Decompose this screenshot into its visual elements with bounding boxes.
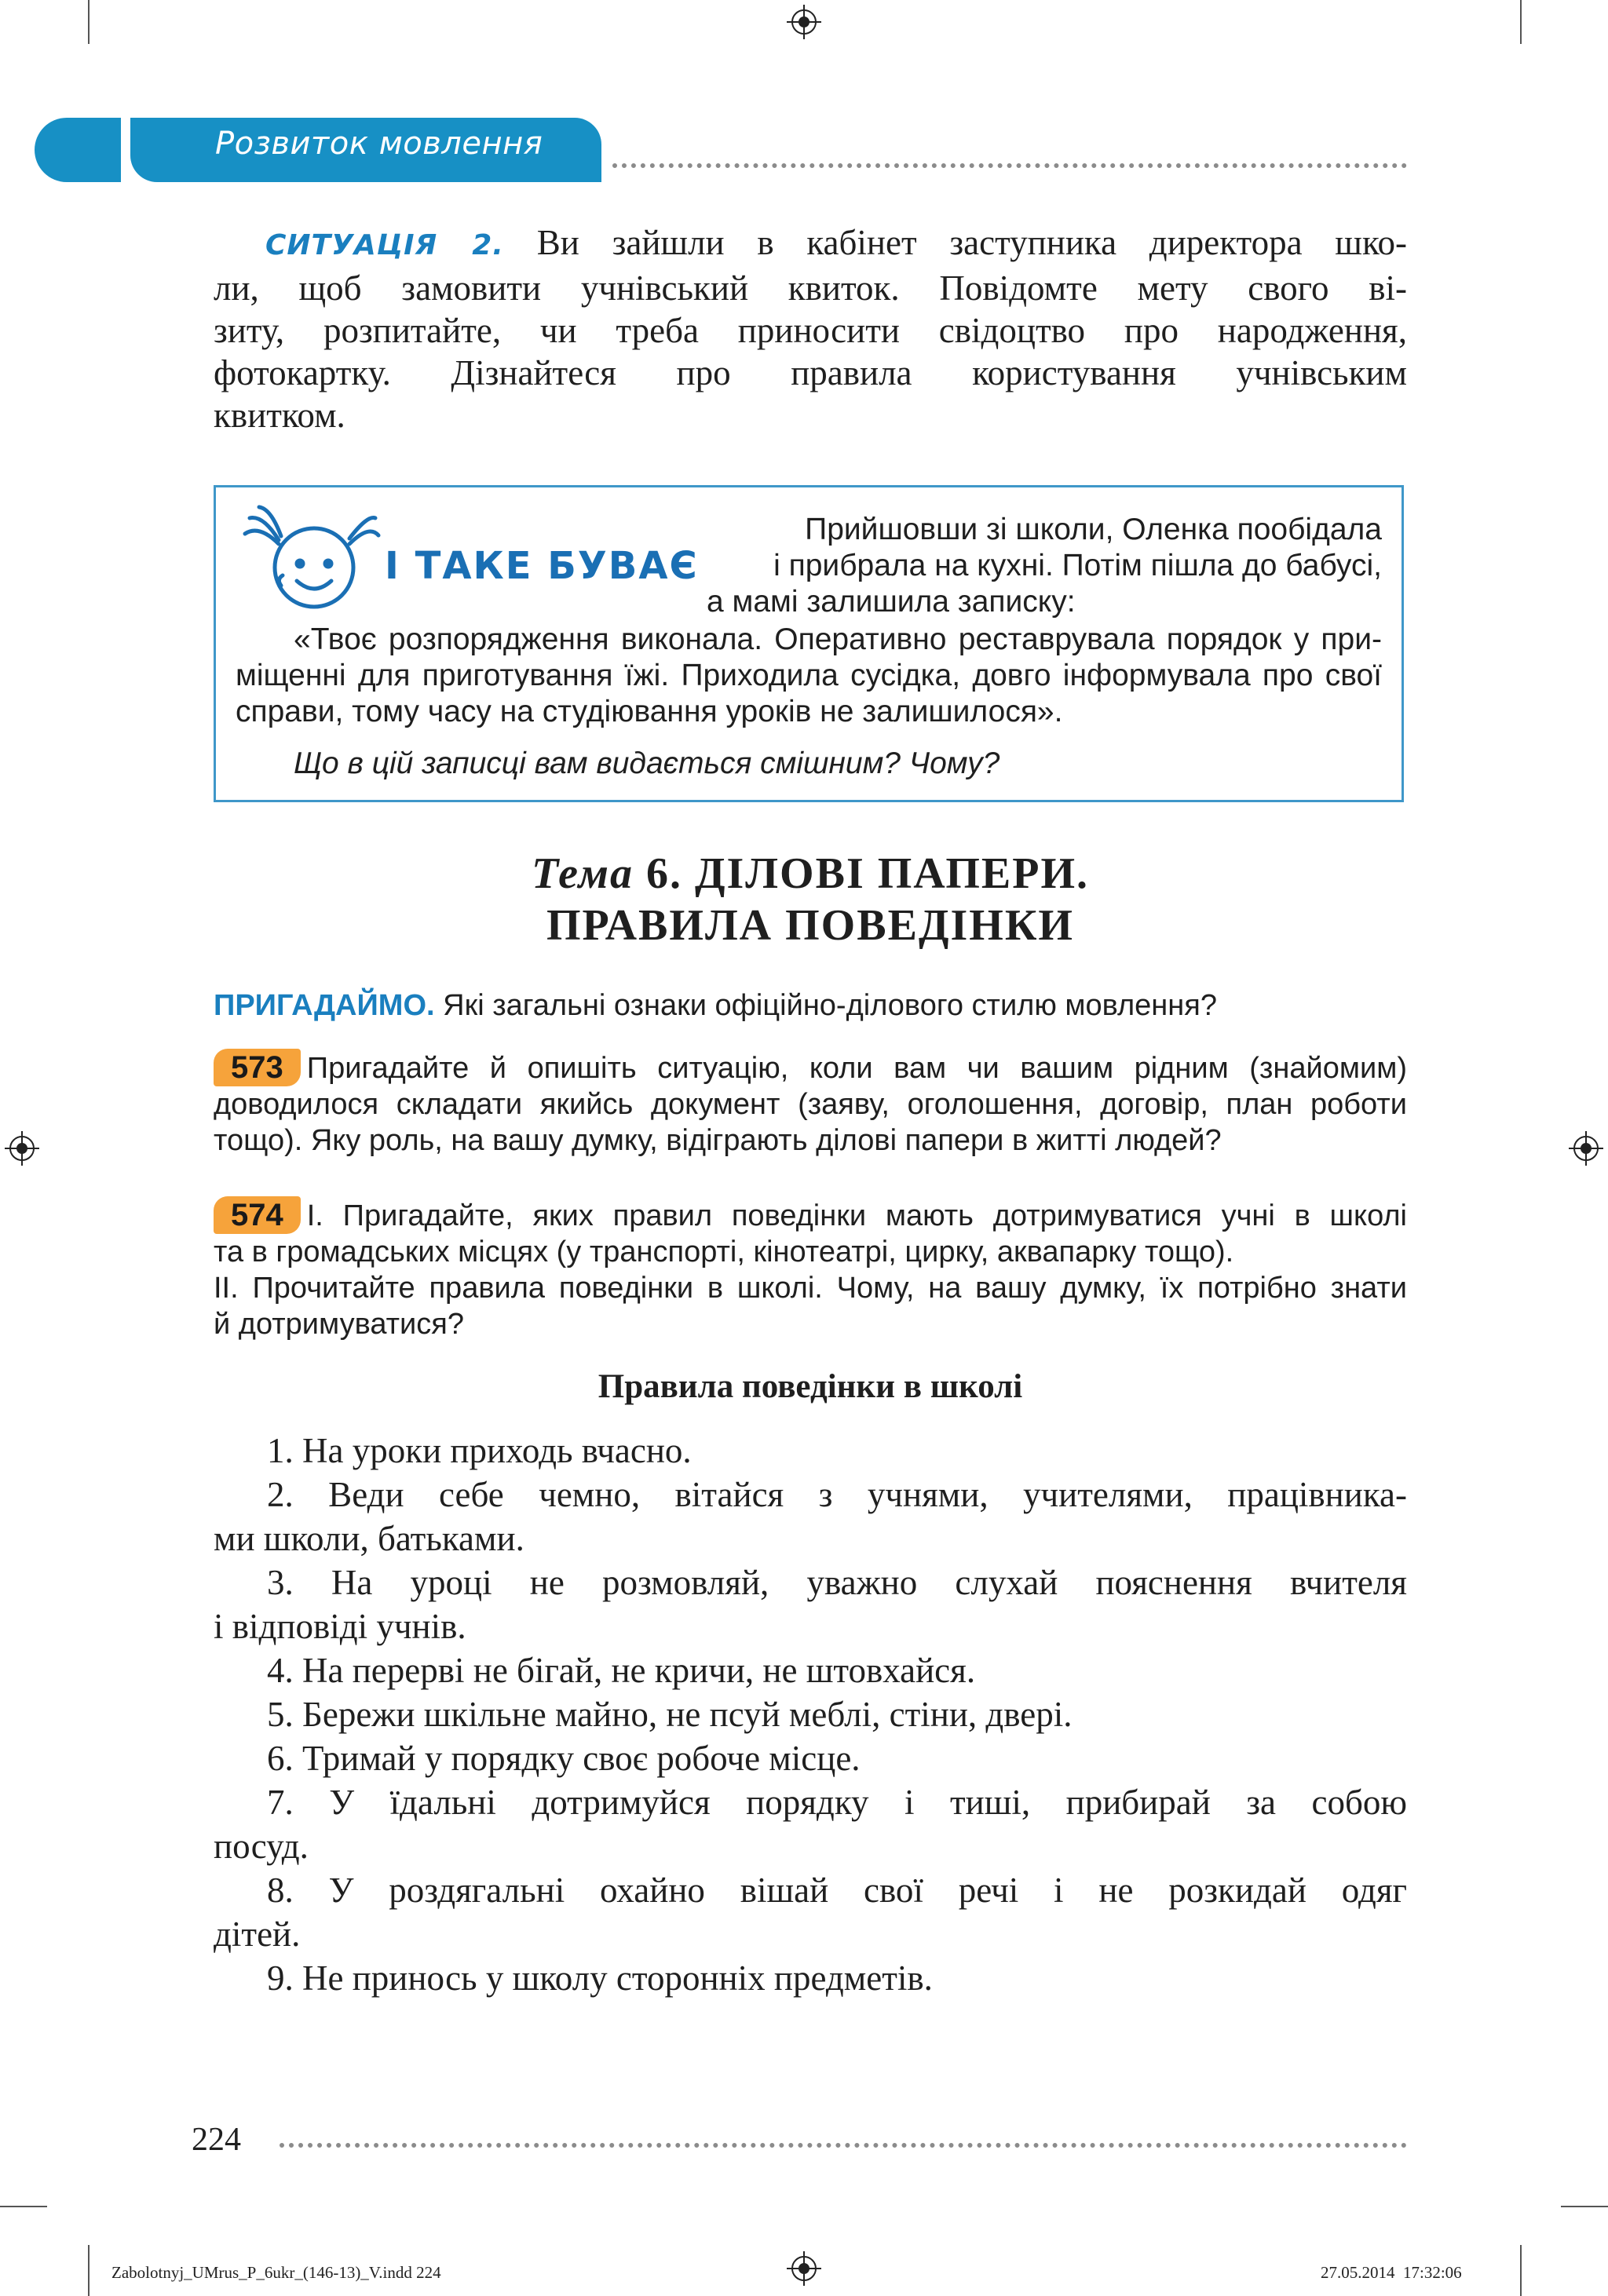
situation-label: СИТУАЦІЯ 2.: [265, 229, 504, 261]
section-title: Розвиток мовлення: [215, 126, 543, 162]
registration-mark-icon: [1569, 1131, 1603, 1166]
girl-face-icon: [236, 501, 385, 619]
recall-line: ПРИГАДАЙМО. Які загальні ознаки офіційно-ділового стилю мовлення?: [214, 989, 1217, 1022]
theme-subtitle: ПРАВИЛА ПОВЕДІНКИ: [546, 901, 1074, 950]
exercise-574: 574 І. Пригадайте, яких правил поведінки мають дотримуватися учні в школі та в громадських місцях (у транспорті, кінотеатрі, цирку, аквапарку тощо). ІІ. Прочитайте правила поведінки в школі. Чому, на вашу думку, їх потрібно знати й дотримуватися?: [214, 1198, 1407, 1341]
footer-dotted-rule: [280, 2143, 1407, 2148]
rule-line: посуд.: [214, 1827, 309, 1866]
theme-title: Тема 6. ДІЛОВІ ПАПЕРИ.: [531, 849, 1090, 898]
crop-mark: [1520, 0, 1522, 44]
rule-line: 1. На уроки приходь вчасно.: [267, 1431, 692, 1470]
rule-line: 4. На перерві не бігай, не кричи, не штовхайся.: [267, 1651, 976, 1690]
crop-mark: [1561, 2206, 1608, 2207]
rule-line: 7. У їдальні дотримуйся порядку і тиші, прибирай за собою: [267, 1783, 1407, 1822]
exercise-number-badge: 574: [214, 1196, 301, 1234]
rule-line: 5. Бережи шкільне майно, не псуй меблі, стіни, двері.: [267, 1695, 1073, 1734]
header-tab: [35, 118, 121, 182]
exercise-573: 573 Пригадайте й опишіть ситуацію, коли вам чи вашим рідним (знайомим) доводилося складати якийсь документ (заяву, оголошення, договір, план роботи тощо). Яку роль, на вашу думку, відіграють ділові папери в житті людей?: [214, 1050, 1407, 1157]
registration-mark-icon: [787, 5, 821, 39]
rule-line: дітей.: [214, 1915, 301, 1954]
crop-mark: [88, 0, 90, 44]
registration-mark-icon: [5, 1131, 39, 1166]
file-slug: Zabolotnyj_UMrus_P_6ukr_(146-13)_V.indd 224: [111, 2263, 441, 2282]
recall-label: ПРИГАДАЙМО.: [214, 989, 435, 1022]
rules-title: Правила поведінки в школі: [598, 1368, 1023, 1405]
header-dotted-rule: [612, 163, 1407, 168]
crop-mark: [0, 2206, 47, 2207]
rule-line: ми школи, батьками.: [214, 1519, 524, 1558]
rule-line: 2. Веди себе чемно, вітайся з учнями, учителями, працівника-: [267, 1475, 1407, 1514]
registration-mark-icon: [787, 2251, 821, 2286]
rule-line: 9. Не принось у школу сторонніх предметів.: [267, 1958, 933, 1998]
page-number: 224: [192, 2122, 241, 2158]
box-intro: Прийшовши зі школи, Оленка пообідала і прибрала на кухні. Потім пішла до бабусі, а мамі залишила записку:: [707, 513, 1382, 619]
rule-line: 6. Тримай у порядку своє робоче місце.: [267, 1739, 861, 1778]
situation-paragraph: СИТУАЦІЯ 2. Ви зайшли в кабінет заступника директора шко- ли, щоб замовити учнівський квиток. Повідомте мету свого ві- зиту, розпитайте, чи треба приносити свідоцтво про народження, фотокартку. Дізнайтеся про правила користування учнівським квитком.: [214, 223, 1408, 435]
print-timestamp: 27.05.2014 17:32:06: [1321, 2263, 1462, 2282]
rule-line: 3. На уроці не розмовляй, уважно слухай пояснення вчителя: [267, 1563, 1407, 1602]
exercise-number-badge: 573: [214, 1049, 301, 1086]
rule-line: 8. У роздягальні охайно вішай свої речі і не розкидай одяг: [267, 1871, 1407, 1910]
crop-mark: [88, 2245, 90, 2296]
fun-box-label: І ТАКЕ БУВАЄ: [385, 544, 699, 588]
box-question: Що в цій записці вам видається смішним? Чому?: [294, 746, 1000, 780]
box-note: «Твоє розпорядження виконала. Оперативно реставрувала порядок у при- міщенні для приготування їжі. Приходила сусідка, довго інформувала про свої справи, тому часу на студіювання уроків не залишилося».: [236, 622, 1382, 728]
crop-mark: [1520, 2245, 1522, 2296]
rule-line: і відповіді учнів.: [214, 1607, 466, 1646]
